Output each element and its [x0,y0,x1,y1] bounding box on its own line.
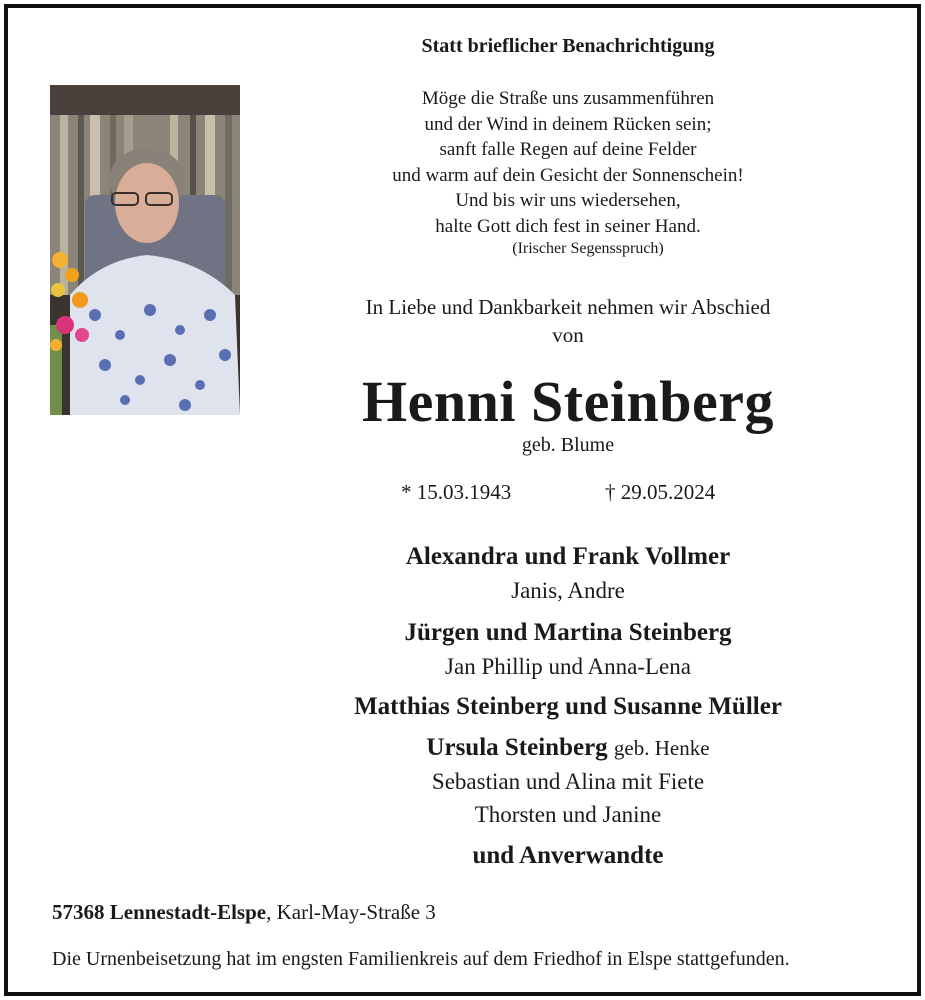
poem-line: Und bis wir uns wiedersehen, [455,190,681,211]
address-street: , Karl-May-Straße 3 [266,900,436,924]
farewell-line: von [552,323,584,347]
family-line: Sebastian und Alina mit Fiete [431,769,705,794]
family-line: Jan Phillip und Anna-Lena [445,654,691,679]
poem-line: und der Wind in deinem Rücken sein; [424,113,712,135]
poem-line: Möge die Straße uns zusammenführen [421,88,715,109]
family-line: Janis, Andre [511,578,625,603]
deceased-name: Henni Steinberg [362,369,774,434]
family-name: Ursula Steinberg [426,734,608,761]
family-line: Matthias Steinberg und Susanne Müller [354,693,782,720]
death-date: † 29.05.2024 [605,480,716,504]
farewell-text [268,293,868,349]
portrait-illustration [50,85,240,415]
obituary-notice [4,4,921,996]
family-birth-name: geb. Henke [613,736,710,760]
address-city: 57368 Lennestadt-Elspe [52,900,267,924]
poem-line: und warm auf dein Gesicht der Sonnenschein! [392,164,744,186]
farewell-line: In Liebe und Dankbarkeit nehmen wir Abschied [365,295,771,319]
poem-line: sanft falle Regen auf deine Felder [439,139,697,160]
notice-header: Statt brieflicher Benachrichtigung [421,35,715,57]
birth-name: geb. Blume [521,434,615,456]
burial-note: Die Urnenbeisetzung hat im engsten Familienkreis auf dem Friedhof in Elspe stattgefunden. [52,948,790,970]
family-line: und Anverwandte [472,842,664,869]
address [52,900,436,925]
poem [268,86,868,239]
birth-date: * 15.03.1943 [401,480,512,504]
portrait-photo [50,85,240,415]
poem-line: halte Gott dich fest in seiner Hand. [435,215,701,237]
family-line: Thorsten und Janine [474,802,662,827]
family-line [268,734,868,762]
poem-source: (Irischer Segensspruch) [512,240,664,257]
family-line: Jürgen und Martina Steinberg [404,619,732,646]
family-line: Alexandra und Frank Vollmer [405,543,731,570]
